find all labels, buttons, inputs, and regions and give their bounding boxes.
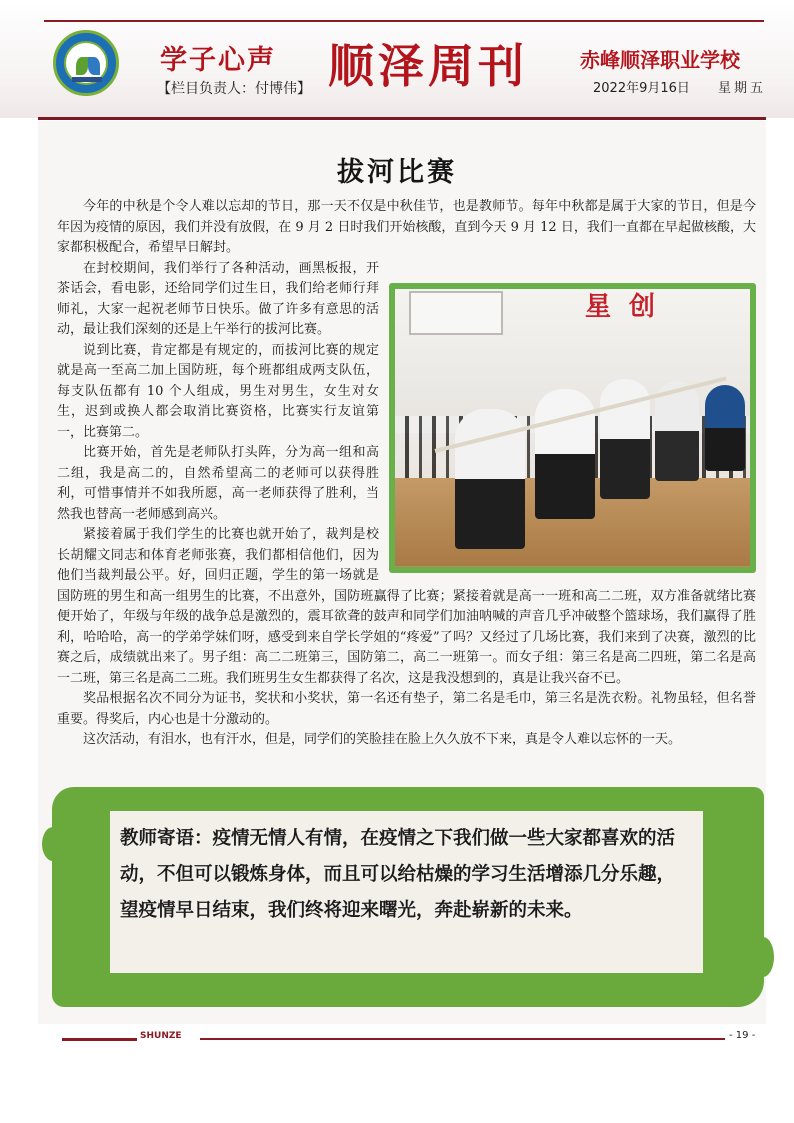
article-paragraph: 在封校期间，我们举行了各种活动，画黑板报，开茶话会，看电影，还给同学们过生日，我们给老师行拜师礼，大家一起祝老师节日快乐。做了许多有意思的活动，最让我们深刻的还是上午举行的拔河比赛。	[57, 260, 379, 337]
school-name: 赤峰顺泽职业学校	[580, 48, 740, 72]
article-paragraph: 今年的中秋是个令人难以忘却的节日，那一天不仅是中秋佳节，也是教师节。每年中秋都是属于大家的节日，但是今年因为疫情的原因，我们并没有放假，在 9 月 2 日时我们开始核酸，直到今天 9 月 12 日，我们一直都在早起做核酸，大家都积极配合，希望早日解封。	[57, 199, 756, 255]
page-number: - 19 -	[729, 1030, 756, 1041]
tug-of-war-photo	[389, 283, 756, 573]
header-top-rule	[44, 20, 764, 22]
article-body	[57, 197, 756, 751]
column-title: 学子心声	[160, 45, 276, 76]
school-emblem-icon	[53, 30, 119, 96]
photo-wall-sign: 星创	[585, 291, 674, 322]
footer-brand: SHUNZE	[140, 1031, 182, 1041]
header-bottom-rule	[38, 117, 766, 120]
footer-rule-left	[62, 1038, 137, 1041]
photo-image	[395, 289, 750, 567]
article-paragraph: 比赛开始，首先是老师队打头阵，分为高一组和高二组，我是高二的，自然希望高二的老师可以获得胜利，可惜事情并不如我所愿，高一老师获得了胜利，当然我也替高一老师感到高兴。	[57, 445, 379, 522]
issue-date: 2022年9月16日	[593, 81, 690, 96]
masthead-title: 顺泽周刊	[328, 39, 528, 93]
article-paragraph: 奖品根据名次不同分为证书，奖状和小奖状，第一名还有垫子，第二名是毛巾，第三名是洗衣粉。礼物虽轻，但名誉重要。得奖后，内心也是十分激动的。	[57, 691, 756, 727]
column-editor: 【栏目负责人：付博伟】	[157, 81, 311, 97]
teacher-note-text: 教师寄语：疫情无情人有情，在疫情之下我们做一些大家都喜欢的活动，不但可以锻炼身体，而且可以给枯燥的学习生活增添几分乐趣，望疫情早日结束，我们终将迎来曙光，奔赴崭新的未来。	[110, 811, 703, 973]
page-header	[0, 0, 794, 118]
article-paragraph: 紧接着属于我们学生的比赛也就开始了，裁判是校长胡耀文同志和体育老师张赛，我们都相信他们，因为他们当裁判最公平。好，回归正题，学生的第一场就是国防班的男生和高一组男生的比赛，不出意外，国防班赢得了比赛；紧接着就是高一一班和高二二班，双方准备就绪比赛便开始了，年级与年级的战争总是激烈的，震耳欲聋的鼓声和同学们加油呐喊的声音几乎冲破整个篮球场，我们赢得了胜利，哈哈哈，高一的学弟学妹们呀，感受到来自学长学姐的“疼爱”了吗？又经过了几场比赛，我们来到了决赛，激烈的比赛之后，成绩就出来了。男子组：高二二班第三，国防第二，高二一班第一。而女子组：第三名是高二四班，第二名是高一二班，第三名是高二二班。我们班男生女生都获得了名次，这是我没想到的，真是让我兴奋不已。	[57, 527, 756, 686]
footer-rule	[200, 1038, 725, 1040]
issue-weekday: 星期五	[718, 81, 767, 96]
article-paragraph: 说到比赛，肯定都是有规定的，而拔河比赛的规定就是高一至高二加上国防班，每个班都组成两支队伍，每支队伍都有 10 个人组成，男生对男生，女生对女生，迟到或换人都会取消比赛资格，比赛实行友谊第一，比赛第二。	[57, 342, 379, 440]
article-title: 拔河比赛	[337, 157, 457, 188]
article-paragraph: 这次活动，有泪水，也有汗水，但是，同学们的笑脸挂在脸上久久放不下来，真是令人难以忘怀的一天。	[83, 732, 682, 747]
